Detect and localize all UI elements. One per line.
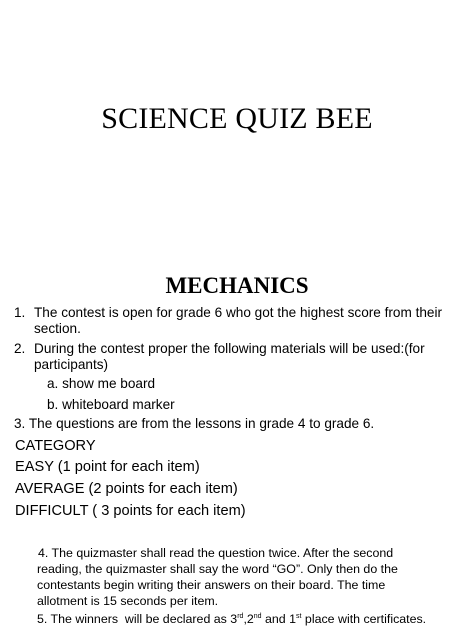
rule-text: The contest is open for grade 6 who got the highest score from their section.	[34, 305, 443, 336]
rule5-text: place with certificates.	[301, 612, 427, 626]
document-title: SCIENCE QUIZ BEE	[101, 102, 373, 135]
rule-text: During the contest proper the following materials will be used:(for participants)	[34, 341, 425, 372]
rule4-line: reading, the quizmaster shall say the word “GO”. Only then do the	[37, 562, 398, 576]
category-heading: CATEGORY	[15, 438, 96, 454]
rule4-line: allotment is 15 seconds per item.	[37, 594, 219, 608]
rule-item-5	[37, 612, 426, 628]
category-average: AVERAGE (2 points for each item)	[15, 481, 238, 497]
ordinal-suffix: st	[296, 612, 302, 620]
category-easy: EASY (1 point for each item)	[15, 459, 200, 475]
rule4-line: contestants begin writing their answers on their board. The time	[37, 578, 386, 592]
rule5-text: and 1	[261, 612, 297, 626]
rule5-text: ,2	[243, 612, 254, 626]
rule4-line: 4. The quizmaster shall read the question twice. After the second	[38, 546, 394, 560]
rule-number: 2.	[14, 341, 26, 356]
ordinal-suffix: nd	[253, 612, 262, 620]
category-difficult: DIFFICULT ( 3 points for each item)	[15, 503, 246, 519]
ordinal-suffix: rd	[237, 612, 244, 620]
rule-number: 1.	[14, 305, 26, 320]
section-heading: MECHANICS	[165, 273, 309, 298]
material-item-b: b. whiteboard marker	[47, 397, 175, 412]
rule-item-3: 3. The questions are from the lessons in grade 4 to grade 6.	[14, 416, 375, 431]
rule5-text: 5. The winners will be declared as 3	[37, 612, 238, 626]
material-item-a: a. show me board	[47, 376, 156, 391]
